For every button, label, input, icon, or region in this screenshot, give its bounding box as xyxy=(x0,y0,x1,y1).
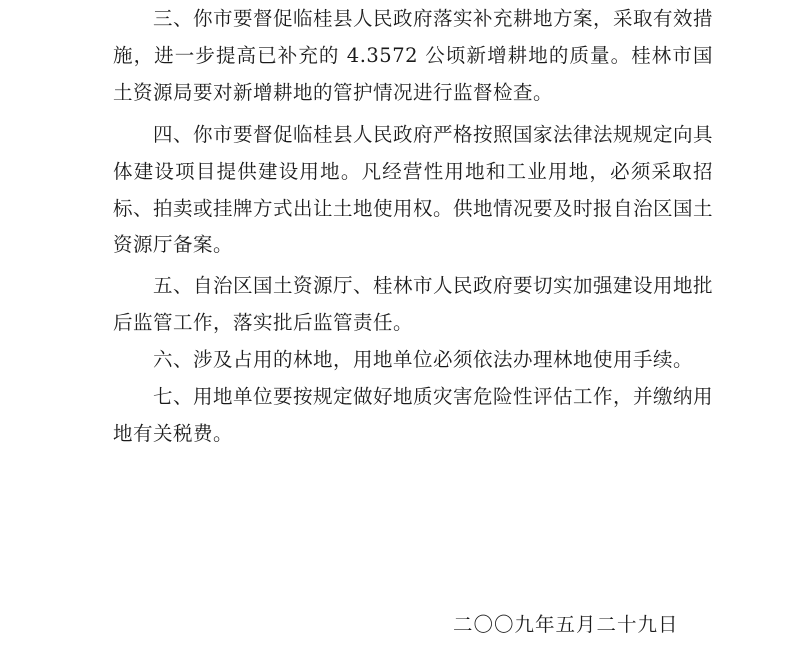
paragraph-three: 三、你市要督促临桂县人民政府落实补充耕地方案，采取有效措施，进一步提高已补充的 4.3572 公顷新增耕地的质量。桂林市国土资源局要对新增耕地的管护情况进行监督检查。 xyxy=(113,7,714,104)
paragraph-five: 五、自治区国土资源厅、桂林市人民政府要切实加强建设用地批后监管工作，落实批后监管责任。 xyxy=(113,274,714,334)
document-date: 二〇〇九年五月二十九日 xyxy=(453,613,679,636)
paragraph-six: 六、涉及占用的林地，用地单位必须依法办理林地使用手续。 xyxy=(153,348,694,371)
paragraph-seven: 七、用地单位要按规定做好地质灾害危险性评估工作，并缴纳用地有关税费。 xyxy=(113,385,714,445)
paragraph-four: 四、你市要督促临桂县人民政府严格按照国家法律法规规定向具体建设项目提供建设用地。凡经营性用地和工业用地，必须采取招标、拍卖或挂牌方式出让土地使用权。供地情况要及时报自治区国土资源厅备案。 xyxy=(113,123,714,257)
